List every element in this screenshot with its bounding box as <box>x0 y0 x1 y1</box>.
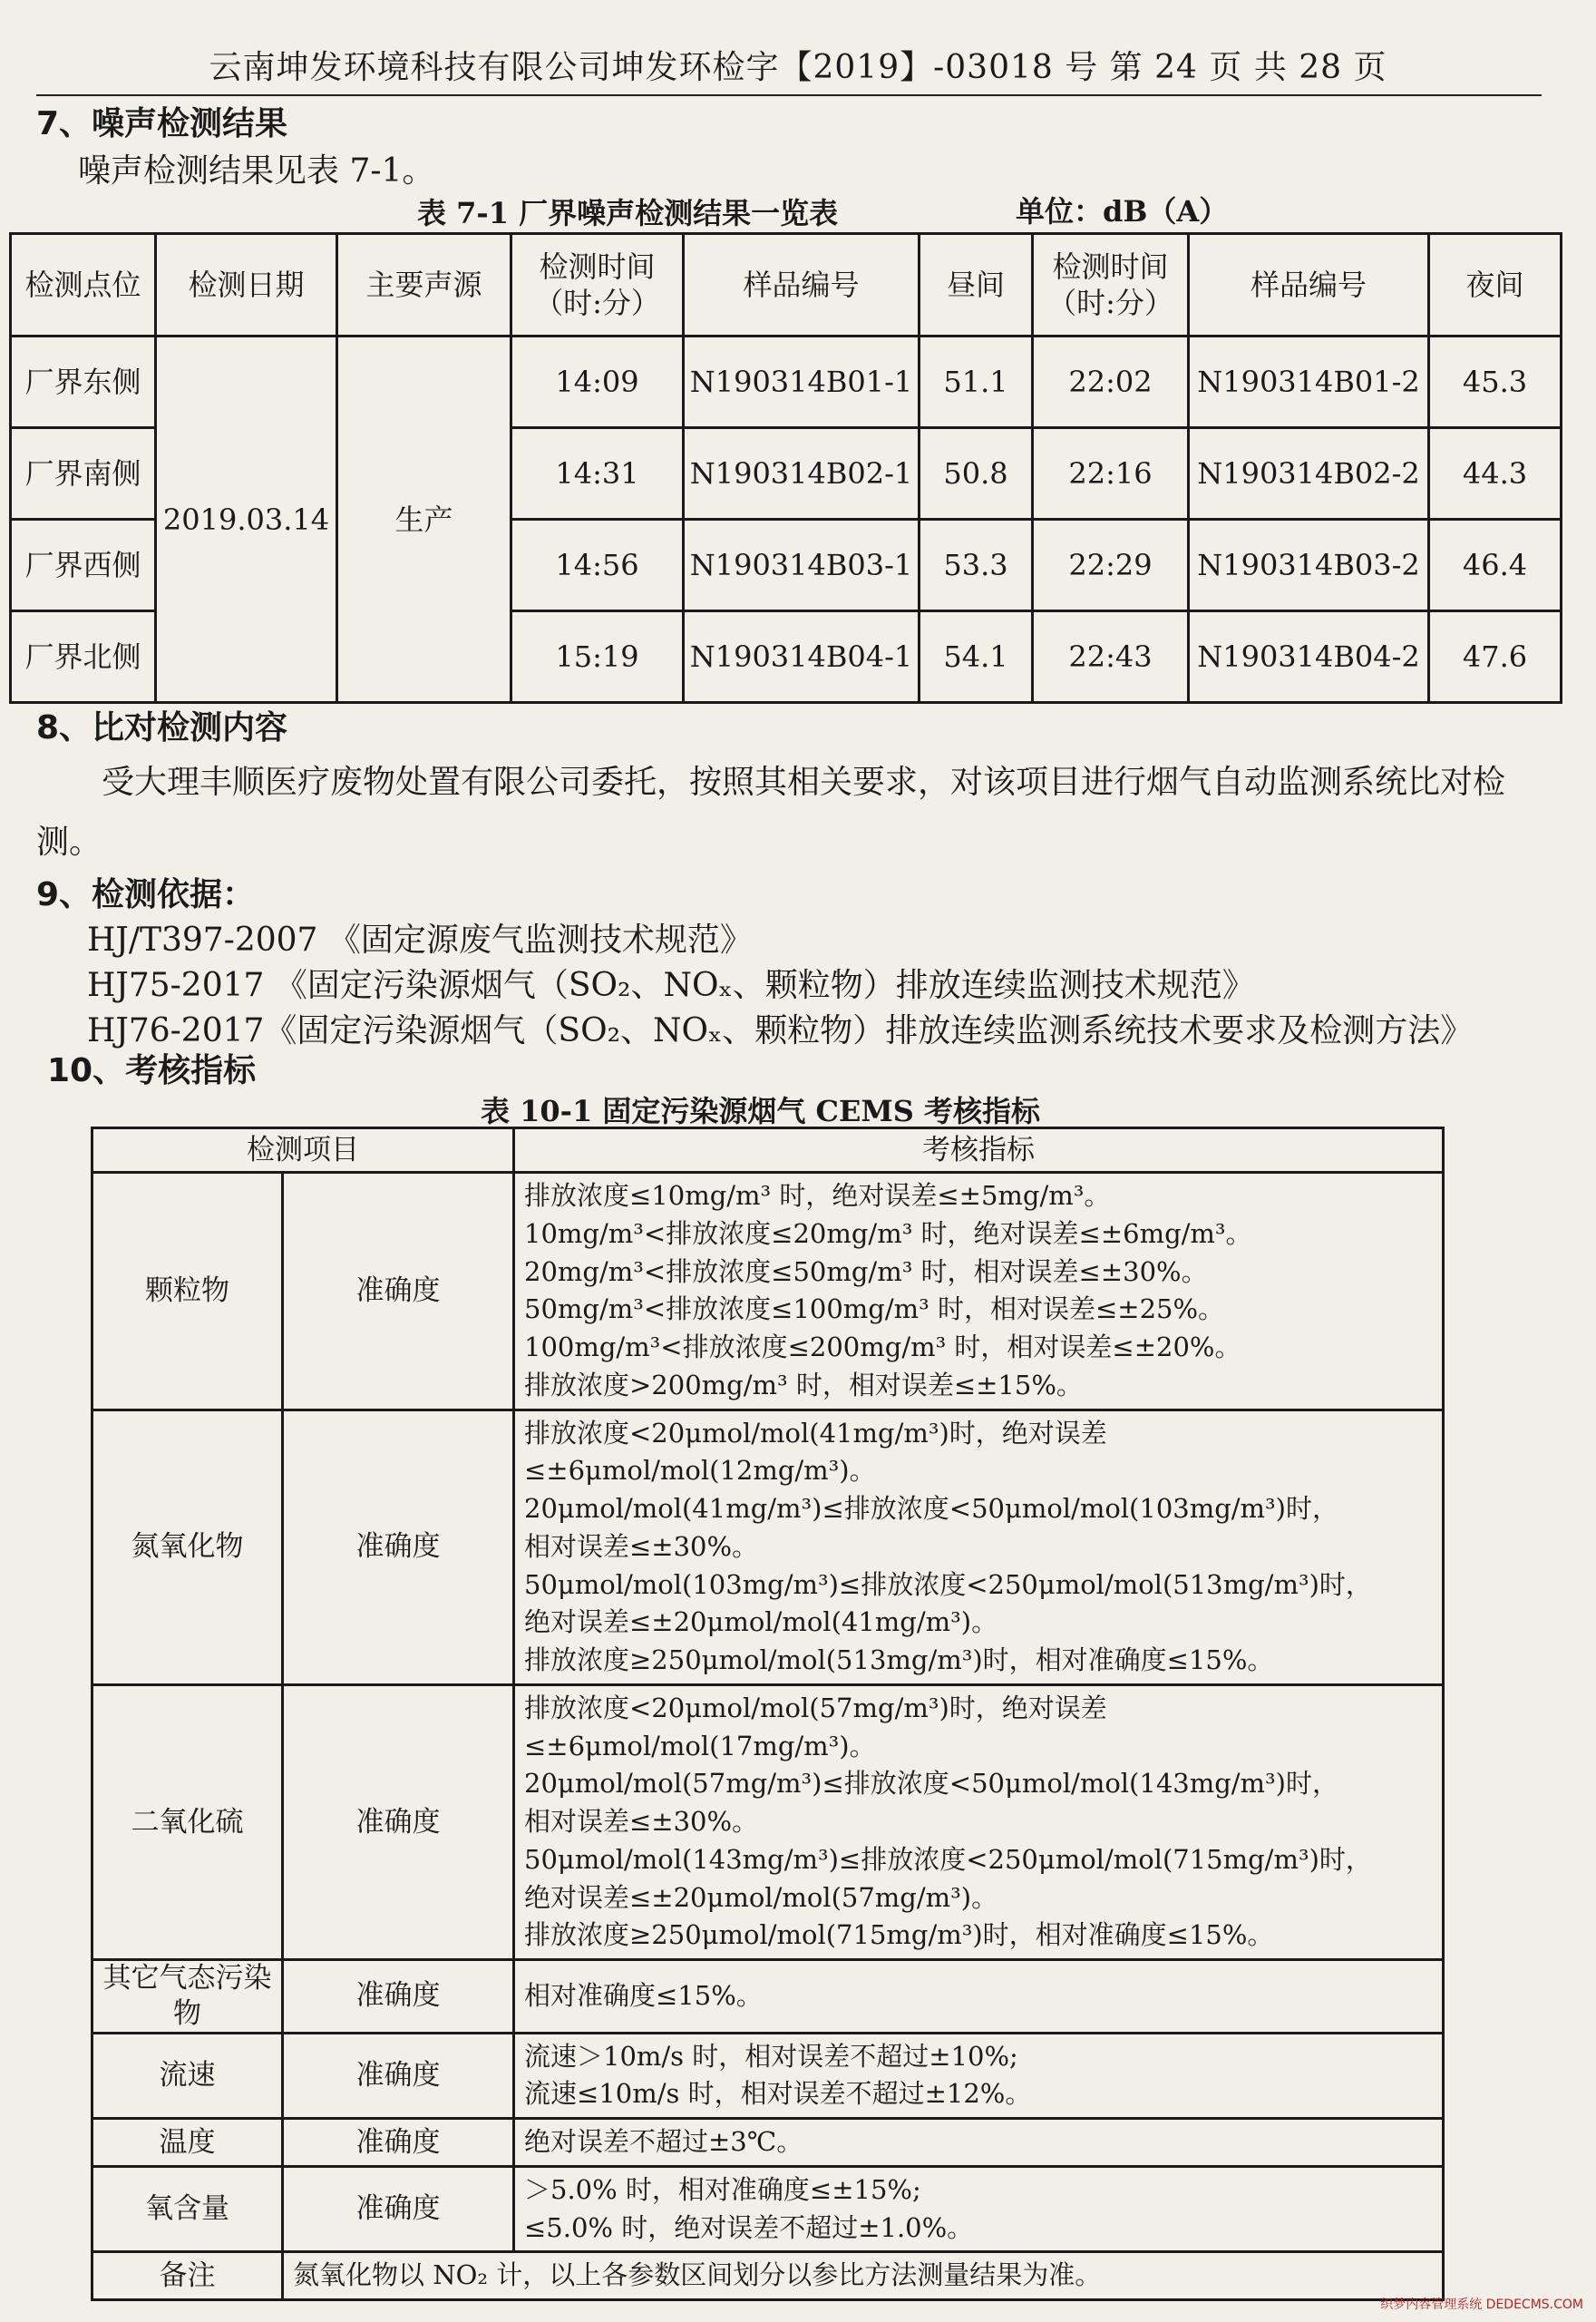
criteria-cell <box>514 2033 1444 2119</box>
col-header-item: 检测项目 <box>92 1128 514 1173</box>
criteria-line: 20μmol/mol(41mg/m³)≤排放浓度<50μmol/mol(103mg/m³)时， <box>524 1493 1338 1524</box>
note-cell: 氮氧化物以 NO₂ 计，以上各参数区间划分以参比方法测量结果为准。 <box>283 2252 1444 2300</box>
cems-criteria-table <box>91 1127 1445 2301</box>
col-header: 检测时间（时:分） <box>1033 234 1189 337</box>
criteria-line: 绝对误差≤±20μmol/mol(41mg/m³)。 <box>524 1606 998 1638</box>
sample-cell: N190314B02-2 <box>1189 428 1429 520</box>
table-row <box>11 337 1562 428</box>
item-cell: 氮氧化物 <box>92 1410 283 1684</box>
col-header: 检测点位 <box>11 234 156 337</box>
item-cell: 流速 <box>92 2033 283 2119</box>
criteria-line: 10mg/m³<排放浓度≤20mg/m³ 时，绝对误差≤±6mg/m³。 <box>524 1217 1252 1249</box>
item-cell: 氧含量 <box>92 2166 283 2252</box>
item-cell: 其它气态污染物 <box>92 1960 283 2034</box>
standard-item: HJ75-2017 《固定污染源烟气（SO₂、NOₓ、颗粒物）排放连续监测技术规范》 <box>87 967 1255 1004</box>
table-row <box>92 1410 1444 1684</box>
page-header: 云南坤发环境科技有限公司坤发环检字【2019】-03018 号 第 24 页 共 28 页 <box>209 49 1387 86</box>
col-header: 检测时间（时:分） <box>511 234 684 337</box>
noise-results-table <box>9 232 1562 704</box>
time-cell: 22:02 <box>1033 337 1189 428</box>
criteria-cell <box>514 1410 1444 1684</box>
criteria-cell <box>514 1960 1444 2034</box>
criteria-line: 相对误差≤±30%。 <box>524 1806 759 1837</box>
sample-cell: N190314B04-2 <box>1189 611 1429 703</box>
day-value-cell: 54.1 <box>920 611 1033 703</box>
criteria-line: 排放浓度>200mg/m³ 时，相对误差≤±15%。 <box>524 1369 1083 1400</box>
table-row <box>92 2252 1444 2300</box>
criteria-line: 50μmol/mol(143mg/m³)≤排放浓度<250μmol/mol(715mg/m³)时， <box>524 1843 1372 1875</box>
source-cell: 生产 <box>337 337 511 703</box>
time-cell: 22:29 <box>1033 520 1189 611</box>
section-9-title: 9、检测依据： <box>36 876 256 913</box>
time-cell: 14:31 <box>511 428 684 520</box>
day-value-cell: 50.8 <box>920 428 1033 520</box>
criteria-line: ＞5.0% 时，相对准确度≤±15%; <box>524 2173 921 2205</box>
time-cell: 22:16 <box>1033 428 1189 520</box>
night-value-cell: 46.4 <box>1429 520 1562 611</box>
col-header: 检测日期 <box>156 234 337 337</box>
section-8-title: 8、比对检测内容 <box>36 709 288 746</box>
kind-cell: 准确度 <box>283 1960 514 2034</box>
criteria-line: 绝对误差≤±20μmol/mol(57mg/m³)。 <box>524 1881 998 1913</box>
date-cell: 2019.03.14 <box>156 337 337 703</box>
col-header: 样品编号 <box>684 234 920 337</box>
day-value-cell: 51.1 <box>920 337 1033 428</box>
item-cell: 温度 <box>92 2119 283 2167</box>
table-7-1-caption: 表 7-1 厂界噪声检测结果一览表 <box>417 196 839 230</box>
night-value-cell: 44.3 <box>1429 428 1562 520</box>
point-cell: 厂界北侧 <box>11 611 156 703</box>
table-header-row <box>92 1128 1444 1173</box>
section-7-title: 7、噪声检测结果 <box>36 105 288 142</box>
kind-cell: 准确度 <box>283 1173 514 1410</box>
table-row <box>92 1173 1444 1410</box>
criteria-line: 20mg/m³<排放浓度≤50mg/m³ 时，相对误差≤±30%。 <box>524 1255 1208 1287</box>
criteria-line: 排放浓度<20μmol/mol(41mg/m³)时，绝对误差≤±6μmol/mol(12mg/m³)。 <box>524 1417 1107 1487</box>
criteria-line: 50μmol/mol(103mg/m³)≤排放浓度<250μmol/mol(513mg/m³)时， <box>524 1568 1372 1600</box>
criteria-line: 流速≤10m/s 时，相对误差不超过±12%。 <box>524 2078 1032 2110</box>
standard-item: HJ76-2017《固定污染源烟气（SO₂、NOₓ、颗粒物）排放连续监测系统技术要求及检测方法》 <box>87 1012 1474 1049</box>
header-rule <box>36 94 1542 96</box>
criteria-cell <box>514 2166 1444 2252</box>
kind-cell: 准确度 <box>283 2119 514 2167</box>
item-cell: 二氧化硫 <box>92 1684 283 1959</box>
day-value-cell: 53.3 <box>920 520 1033 611</box>
time-cell: 14:56 <box>511 520 684 611</box>
note-label-cell: 备注 <box>92 2252 283 2300</box>
col-header: 样品编号 <box>1189 234 1429 337</box>
kind-cell: 准确度 <box>283 1684 514 1959</box>
point-cell: 厂界南侧 <box>11 428 156 520</box>
night-value-cell: 47.6 <box>1429 611 1562 703</box>
col-header: 昼间 <box>920 234 1033 337</box>
criteria-line: 排放浓度≥250μmol/mol(513mg/m³)时，相对准确度≤15%。 <box>524 1644 1274 1675</box>
time-cell: 15:19 <box>511 611 684 703</box>
criteria-line: 排放浓度≤10mg/m³ 时，绝对误差≤±5mg/m³。 <box>524 1180 1111 1211</box>
kind-cell: 准确度 <box>283 2166 514 2252</box>
section-10-title: 10、考核指标 <box>47 1052 257 1089</box>
col-header-index: 考核指标 <box>514 1128 1444 1173</box>
table-10-1-caption: 表 10-1 固定污染源烟气 CEMS 考核指标 <box>481 1094 1041 1128</box>
col-header: 夜间 <box>1429 234 1562 337</box>
sample-cell: N190314B04-1 <box>684 611 920 703</box>
criteria-cell <box>514 1684 1444 1959</box>
sample-cell: N190314B03-1 <box>684 520 920 611</box>
sample-cell: N190314B02-1 <box>684 428 920 520</box>
table-header-row <box>11 234 1562 337</box>
time-cell: 22:43 <box>1033 611 1189 703</box>
sample-cell: N190314B01-2 <box>1189 337 1429 428</box>
kind-cell: 准确度 <box>283 2033 514 2119</box>
point-cell: 厂界东侧 <box>11 337 156 428</box>
col-header: 主要声源 <box>337 234 511 337</box>
table-row <box>92 1960 1444 2034</box>
sample-cell: N190314B01-1 <box>684 337 920 428</box>
criteria-line: 相对准确度≤15%。 <box>524 1979 763 2011</box>
time-cell: 14:09 <box>511 337 684 428</box>
sample-cell: N190314B03-2 <box>1189 520 1429 611</box>
standard-item: HJ/T397-2007 《固定源废气监测技术规范》 <box>87 922 753 959</box>
criteria-line: 20μmol/mol(57mg/m³)≤排放浓度<50μmol/mol(143mg/m³)时， <box>524 1768 1338 1800</box>
table-row <box>92 1684 1444 1959</box>
section-7-intro: 噪声检测结果见表 7-1。 <box>78 152 435 190</box>
criteria-line: 绝对误差不超过±3℃。 <box>524 2126 803 2157</box>
criteria-line: 100mg/m³<排放浓度≤200mg/m³ 时，相对误差≤±20%。 <box>524 1332 1241 1362</box>
criteria-line: 50mg/m³<排放浓度≤100mg/m³ 时，相对误差≤±25%。 <box>524 1293 1225 1325</box>
criteria-line: 排放浓度≥250μmol/mol(715mg/m³)时，相对准确度≤15%。 <box>524 1919 1274 1951</box>
watermark: 织梦内容管理系统 DEDECMS.COM <box>1380 2298 1583 2313</box>
kind-cell: 准确度 <box>283 1410 514 1684</box>
table-7-1-unit: 单位：dB（A） <box>1016 194 1229 229</box>
point-cell: 厂界西侧 <box>11 520 156 611</box>
criteria-line: 排放浓度<20μmol/mol(57mg/m³)时，绝对误差≤±6μmol/mol(17mg/m³)。 <box>524 1692 1107 1761</box>
criteria-cell <box>514 2119 1444 2167</box>
table-row <box>92 2033 1444 2119</box>
criteria-line: ≤5.0% 时，绝对误差不超过±1.0%。 <box>524 2211 974 2243</box>
section-8-body: 受大理丰顺医疗废物处置有限公司委托，按照其相关要求，对该项目进行烟气自动监测系统比对检测。 <box>36 764 1506 861</box>
night-value-cell: 45.3 <box>1429 337 1562 428</box>
table-row <box>92 2166 1444 2252</box>
item-cell: 颗粒物 <box>92 1173 283 1410</box>
table-row <box>92 2119 1444 2167</box>
criteria-line: 相对误差≤±30%。 <box>524 1530 759 1562</box>
criteria-line: 流速＞10m/s 时，相对误差不超过±10%; <box>524 2040 1018 2072</box>
criteria-cell <box>514 1173 1444 1410</box>
